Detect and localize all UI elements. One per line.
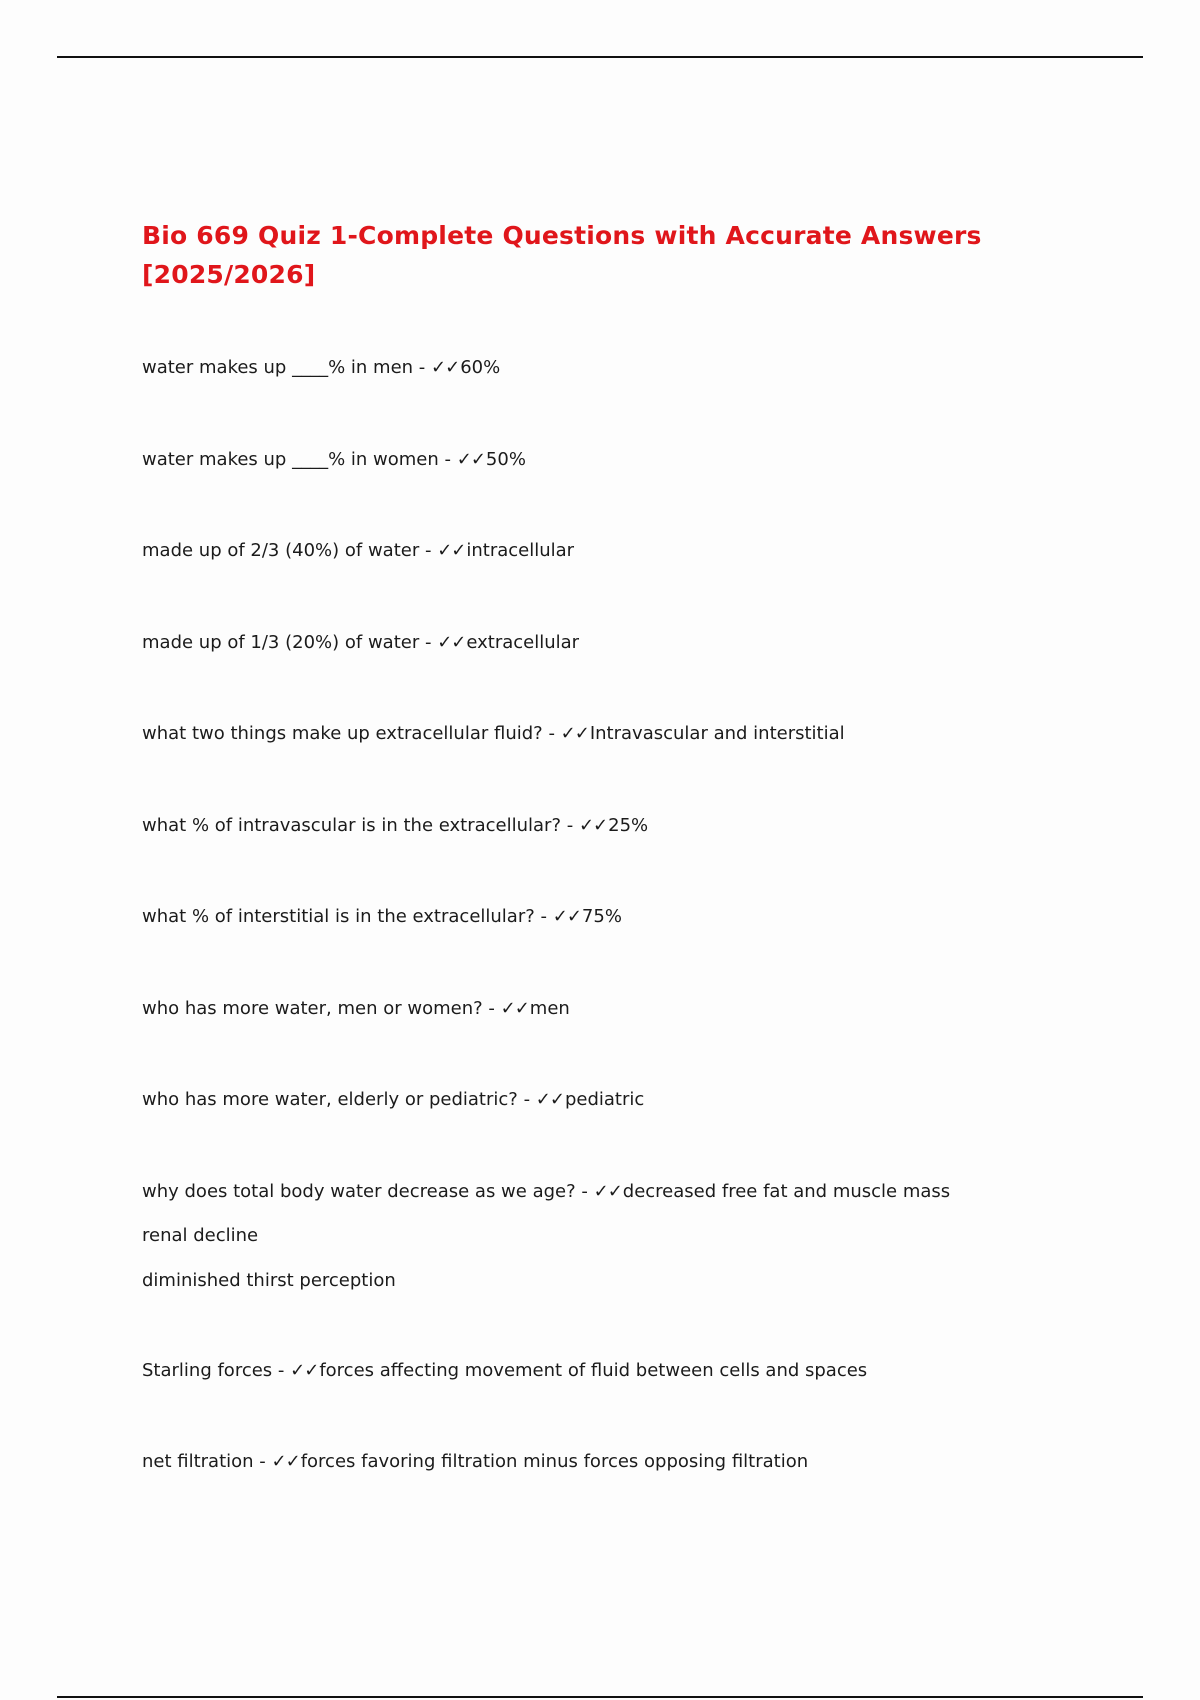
separator: - <box>413 357 432 378</box>
separator: - <box>517 1089 536 1110</box>
double-check-icon: ✓✓ <box>437 540 466 561</box>
double-check-icon: ✓✓ <box>578 815 608 836</box>
question-text: water makes up ____% in women <box>142 449 439 470</box>
document-title: Bio 669 Quiz 1-Complete Questions with Accurate Answers [2025/2026] <box>142 221 982 289</box>
double-check-icon: ✓✓ <box>593 1181 622 1202</box>
qa-item <box>142 1181 950 1203</box>
question-text: what % of interstitial is in the extracellular? <box>142 906 535 927</box>
double-check-icon: ✓✓ <box>290 1360 319 1381</box>
separator: - <box>482 998 501 1019</box>
answer-text: extracellular <box>466 632 580 653</box>
qa-item <box>142 1360 867 1382</box>
answer-text: 75% <box>581 906 622 927</box>
qa-item <box>142 998 570 1020</box>
qa-item <box>142 357 500 379</box>
qa-item <box>142 540 574 562</box>
question-text: water makes up ____% in men <box>142 357 414 378</box>
qa-item <box>142 906 622 928</box>
double-check-icon: ✓✓ <box>535 1089 564 1110</box>
answer-text: 60% <box>460 357 501 378</box>
answer-text: forces affecting movement of fluid between cells and spaces <box>319 1360 868 1381</box>
answer-text: intracellular <box>466 540 575 561</box>
separator: - <box>542 723 561 744</box>
qa-item <box>142 1089 644 1111</box>
answer-continuation: renal decline <box>142 1225 259 1246</box>
qa-item <box>142 723 845 745</box>
double-check-icon: ✓✓ <box>437 632 466 653</box>
double-check-icon: ✓✓ <box>552 906 581 927</box>
double-check-icon: ✓✓ <box>500 998 529 1019</box>
double-check-icon: ✓✓ <box>271 1451 300 1472</box>
answer-text: pediatric <box>564 1089 645 1110</box>
question-text: Starling forces <box>142 1360 273 1381</box>
question-text: who has more water, men or women? <box>142 998 483 1019</box>
question-text: what two things make up extracellular fluid? <box>142 723 543 744</box>
separator: - <box>575 1181 594 1202</box>
separator: - <box>272 1360 291 1381</box>
qa-item <box>142 1451 808 1473</box>
separator: - <box>253 1451 272 1472</box>
separator: - <box>419 632 438 653</box>
answer-text: decreased free fat and muscle mass <box>622 1181 951 1202</box>
answer-text: Intravascular and interstitial <box>589 723 845 744</box>
separator: - <box>419 540 438 561</box>
answer-text: 50% <box>485 449 526 470</box>
qa-item <box>142 632 579 654</box>
question-text: made up of 1/3 (20%) of water <box>142 632 420 653</box>
answer-text: men <box>529 998 570 1019</box>
answer-text: forces favoring filtration minus forces opposing filtration <box>300 1451 809 1472</box>
double-check-icon: ✓✓ <box>456 449 485 470</box>
answer-text: 25% <box>608 815 649 836</box>
footer-rule <box>57 1696 1143 1698</box>
qa-item <box>142 815 648 837</box>
question-text: what % of intravascular is in the extracellular? <box>142 815 562 836</box>
answer-continuation: diminished thirst perception <box>142 1270 396 1291</box>
qa-item <box>142 449 526 471</box>
double-check-icon: ✓✓ <box>431 357 460 378</box>
separator: - <box>561 815 579 836</box>
separator: - <box>438 449 457 470</box>
question-text: who has more water, elderly or pediatric? <box>142 1089 518 1110</box>
double-check-icon: ✓✓ <box>560 723 589 744</box>
header-rule <box>57 56 1143 58</box>
question-text: net filtration <box>142 1451 254 1472</box>
separator: - <box>534 906 553 927</box>
question-text: why does total body water decrease as we age? <box>142 1181 576 1202</box>
question-text: made up of 2/3 (40%) of water <box>142 540 420 561</box>
